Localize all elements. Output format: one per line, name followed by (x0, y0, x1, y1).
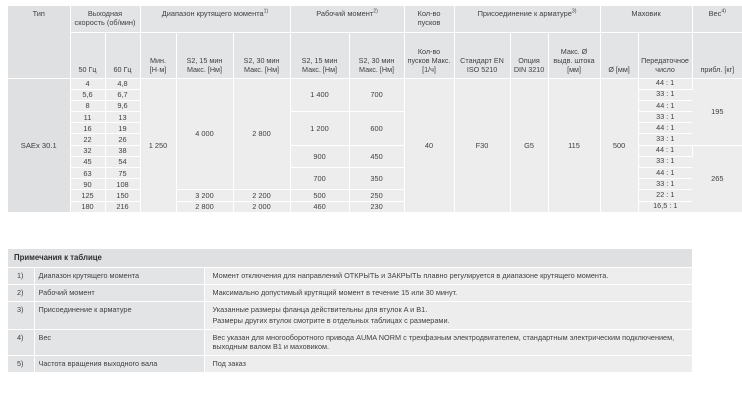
col-group-working-torque-label: Рабочий момент (316, 9, 374, 18)
cell-speed-50hz: 16 (70, 123, 105, 134)
cell-torque-s2-15: 3 200 (176, 190, 233, 201)
cell-working-s2-15: 500 (290, 190, 349, 201)
note-term: Присоединение к арматуре (34, 301, 204, 329)
subcol-weight: прибл. [кг] (692, 32, 742, 78)
col-group-valve-attachment-label: Присоединение к арматуре (477, 9, 572, 18)
cell-gear-ratio: 44 : 1 (638, 123, 692, 134)
note-row (8, 356, 692, 373)
cell-working-s2-15: 1 200 (290, 112, 349, 146)
cell-working-s2-30: 700 (349, 78, 404, 112)
cell-gear-ratio: 44 : 1 (638, 145, 692, 156)
note-index: 5) (8, 356, 34, 373)
cell-speed-60hz: 216 (105, 201, 140, 212)
cell-gear-ratio: 22 : 1 (638, 190, 692, 201)
note-row (8, 329, 692, 356)
cell-working-s2-30: 350 (349, 168, 404, 190)
note-description (204, 356, 692, 373)
note-term: Рабочий момент (34, 285, 204, 302)
cell-speed-50hz: 45 (70, 156, 105, 167)
cell-speed-50hz: 63 (70, 168, 105, 179)
cell-gear-ratio: 33 : 1 (638, 156, 692, 167)
subcol-stem-max: Макс. Ø выдв. штока [мм] (548, 32, 600, 78)
cell-speed-50hz: 90 (70, 179, 105, 190)
cell-working-s2-30: 450 (349, 145, 404, 167)
col-group-starts (404, 6, 454, 32)
col-group-working-torque (290, 6, 404, 32)
col-group-type-label: Тип (32, 9, 45, 18)
col-group-starts-label: Кол-во пусков (417, 9, 441, 28)
cell-speed-50hz: 4 (70, 78, 105, 89)
cell-gear-ratio: 33 : 1 (638, 134, 692, 145)
cell-speed-60hz: 13 (105, 112, 140, 123)
footnote-marker-4: 4) (721, 8, 726, 15)
cell-working-s2-30: 230 (349, 201, 404, 212)
col-group-weight-label: Вес (708, 9, 722, 18)
col-group-weight (692, 6, 742, 32)
subcol-torque-s2-30: S2, 30 мин Макс. [Нм] (233, 32, 290, 78)
cell-speed-50hz: 11 (70, 112, 105, 123)
note-description (204, 329, 692, 356)
note-term: Частота вращения выходного вала (34, 356, 204, 373)
col-group-handwheel-label: Маховик (631, 9, 661, 18)
table-notes-body (8, 249, 692, 372)
cell-speed-50hz: 180 (70, 201, 105, 212)
cell-working-s2-15: 1 400 (290, 78, 349, 112)
cell-gear-ratio: 44 : 1 (638, 100, 692, 111)
notes-title-row (8, 249, 692, 268)
cell-speed-60hz: 6,7 (105, 89, 140, 100)
cell-actuator-type: SAEx 30.1 (8, 78, 70, 212)
sub-header-row (8, 32, 742, 78)
footnote-marker-3: 3) (571, 8, 577, 15)
note-description (204, 301, 692, 329)
cell-working-s2-15: 700 (290, 168, 349, 190)
cell-torque-s2-15: 4 000 (176, 78, 233, 190)
note-description-line: Под заказ (212, 359, 247, 369)
col-group-handwheel (600, 6, 692, 32)
table-row (8, 78, 742, 89)
note-index: 2) (8, 285, 34, 302)
col-group-output-speed (70, 6, 140, 32)
note-description-line: Вес указан для многооборотного привода AUMA NORM с трехфазным электродвигателем, стандартным электрическим подключением, выходным валом B1 и маховиком. (212, 332, 675, 352)
cell-gear-ratio: 16,5 : 1 (638, 201, 692, 212)
col-group-valve-attachment (454, 6, 600, 32)
cell-speed-50hz: 5,6 (70, 89, 105, 100)
table-notes (8, 249, 692, 373)
note-term: Вес (34, 329, 204, 356)
subcol-flange-din: Опция DIN 3210 (510, 32, 548, 78)
note-term: Диапазон крутящего момента (34, 268, 204, 285)
note-description-line: Максимально допустимый крутящий момент в течение 15 или 30 минут. (212, 288, 458, 298)
note-description-line: Указанные размеры фланца действительны для втулок A и B1. (212, 304, 428, 314)
cell-torque-min: 1 250 (140, 78, 176, 212)
footnote-marker-1: 1) (263, 8, 269, 15)
note-description-line: Момент отключения для направлений ОТКРЫТЬ и ЗАКРЫТЬ плавно регулируется в диапазоне крутящего момента. (212, 271, 609, 281)
notes-title: Примечания к таблице (8, 249, 692, 268)
subcol-starts: Кол-во пусков Макс. [1/ч] (404, 32, 454, 78)
specification-table (8, 6, 742, 213)
subcol-working-s2-15: S2, 15 мин Макс. [Нм] (290, 32, 349, 78)
cell-torque-s2-30: 2 000 (233, 201, 290, 212)
note-row (8, 301, 692, 329)
cell-speed-60hz: 9,6 (105, 100, 140, 111)
col-group-torque-range (140, 6, 290, 32)
cell-working-s2-15: 900 (290, 145, 349, 167)
footnote-marker-2: 2) (373, 8, 378, 15)
cell-speed-60hz: 38 (105, 145, 140, 156)
cell-speed-60hz: 150 (105, 190, 140, 201)
cell-working-s2-30: 600 (349, 112, 404, 146)
cell-speed-60hz: 108 (105, 179, 140, 190)
col-group-type (8, 6, 70, 78)
cell-speed-60hz: 26 (105, 134, 140, 145)
note-description-line: Размеры других втулок смотрите в отдельных таблицах с размерами. (212, 315, 450, 325)
subcol-handwheel-dia: Ø [мм] (600, 32, 638, 78)
cell-speed-50hz: 8 (70, 100, 105, 111)
cell-speed-50hz: 22 (70, 134, 105, 145)
cell-speed-60hz: 54 (105, 156, 140, 167)
cell-weight: 195 (692, 78, 742, 145)
subcol-torque-min: Мин. [Н·м] (140, 32, 176, 78)
cell-flange-din: G5 (510, 78, 548, 212)
note-index: 3) (8, 301, 34, 329)
col-group-torque-range-label: Диапазон крутящего момента (161, 9, 264, 18)
cell-weight: 265 (692, 145, 742, 212)
cell-speed-60hz: 4,8 (105, 78, 140, 89)
cell-gear-ratio: 44 : 1 (638, 168, 692, 179)
subcol-gear-ratio: Передаточное число (638, 32, 692, 78)
subcol-torque-s2-15: S2, 15 мин Макс. [Нм] (176, 32, 233, 78)
cell-gear-ratio: 33 : 1 (638, 179, 692, 190)
cell-starts: 40 (404, 78, 454, 212)
cell-flange-en-iso: F30 (454, 78, 510, 212)
note-description (204, 285, 692, 302)
cell-gear-ratio: 33 : 1 (638, 89, 692, 100)
cell-gear-ratio: 44 : 1 (638, 78, 692, 89)
subcol-speed-60hz: 60 Гц (105, 32, 140, 78)
subcol-working-s2-30: S2, 30 мин Макс. [Нм] (349, 32, 404, 78)
cell-speed-60hz: 75 (105, 168, 140, 179)
cell-gear-ratio: 33 : 1 (638, 112, 692, 123)
cell-working-s2-30: 250 (349, 190, 404, 201)
note-description (204, 268, 692, 285)
subcol-speed-50hz: 50 Гц (70, 32, 105, 78)
cell-stem-max: 115 (548, 78, 600, 212)
cell-working-s2-15: 460 (290, 201, 349, 212)
col-group-output-speed-label: Выходная скорость (об/мин) (74, 9, 136, 28)
group-header-row (8, 6, 742, 32)
note-row (8, 268, 692, 285)
cell-torque-s2-30: 2 200 (233, 190, 290, 201)
cell-torque-s2-15: 2 800 (176, 201, 233, 212)
cell-speed-50hz: 32 (70, 145, 105, 156)
cell-speed-50hz: 125 (70, 190, 105, 201)
specification-table-body (8, 78, 742, 212)
cell-torque-s2-30: 2 800 (233, 78, 290, 190)
note-row (8, 285, 692, 302)
note-index: 1) (8, 268, 34, 285)
subcol-flange-en-iso: Стандарт EN ISO 5210 (454, 32, 510, 78)
note-index: 4) (8, 329, 34, 356)
cell-handwheel-dia: 500 (600, 78, 638, 212)
cell-speed-60hz: 19 (105, 123, 140, 134)
